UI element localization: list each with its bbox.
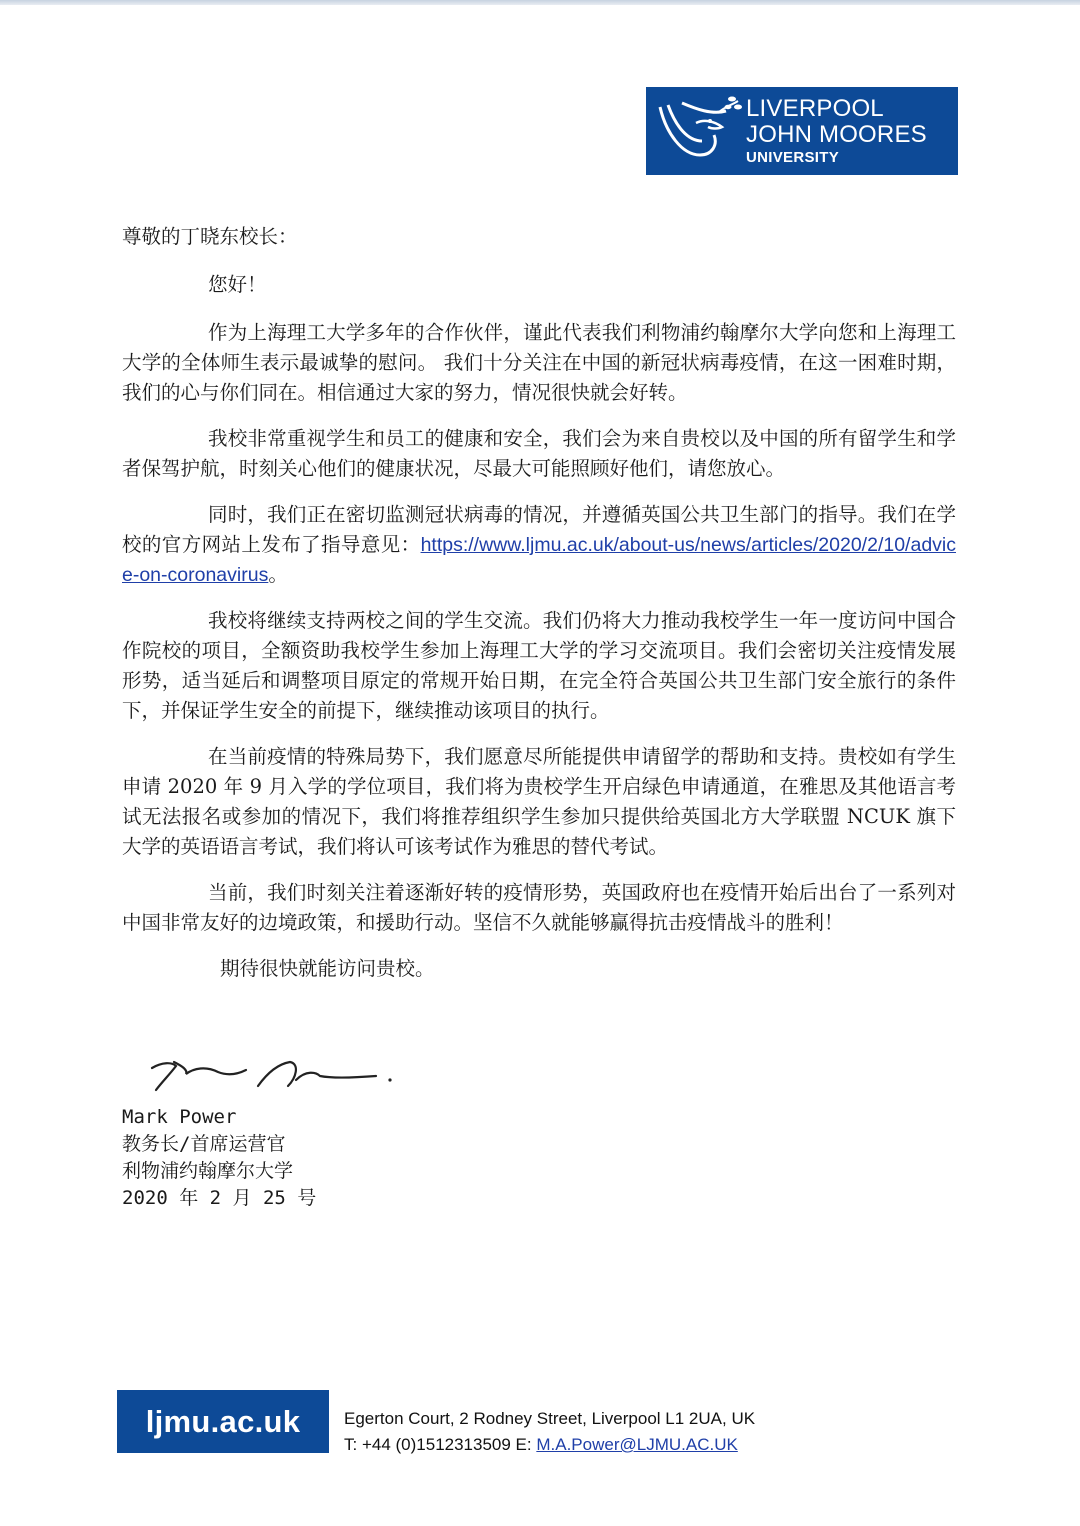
logo-text-university: UNIVERSITY [746, 149, 840, 166]
top-border [0, 0, 1080, 5]
paragraph-3-end: 。 [268, 563, 288, 586]
greeting: 您好！ [208, 273, 267, 296]
footer-website-badge[interactable]: ljmu.ac.uk [117, 1390, 329, 1453]
footer-contact-line [344, 1432, 755, 1458]
paragraph-5: 在当前疫情的特殊局势下，我们愿意尽所能提供申请留学的帮助和支持。贵校如有学生申请 2020 年 9 月入学的学位项目，我们将为贵校学生开启绿色申请通道，在雅思及其他语言考试无法报名或参加的情况下，我们将推荐组织学生参加只提供给英国北方大学联盟 NCUK 旗下大学的英语语言考试，我们将认可该考试作为雅思的替代考试。 [122, 745, 956, 858]
university-logo [646, 87, 958, 175]
salutation: 尊敬的丁晓东校长： [122, 225, 298, 248]
logo-text-liverpool: LIVERPOOL [746, 95, 884, 122]
paragraph-3 [122, 500, 956, 590]
signatory-organization: 利物浦约翰摩尔大学 [122, 1160, 294, 1182]
liver-bird-icon [652, 93, 744, 169]
paragraph-1: 作为上海理工大学多年的合作伙伴，谨此代表我们利物浦约翰摩尔大学向您和上海理工大学的全体师生表示最诚挚的慰问。 我们十分关注在中国的新冠状病毒疫情，在这一困难时期，我们的心与你们同在。相信通过大家的努力，情况很快就会好转。 [122, 321, 956, 404]
paragraph-4: 我校将继续支持两校之间的学生交流。我们仍将大力推动我校学生一年一度访问中国合作院校的项目，全额资助我校学生参加上海理工大学的学习交流项目。我们会密切关注疫情发展形势，适当延后和调整项目原定的常规开始日期，在完全符合英国公共卫生部门安全旅行的条件下，并保证学生安全的前提下，继续推动该项目的执行。 [122, 609, 956, 722]
footer-address-line: Egerton Court, 2 Rodney Street, Liverpool L1 2UA, UK [344, 1409, 756, 1428]
logo-text-john-moores: JOHN MOORES [746, 121, 927, 148]
closing-line: 期待很快就能访问贵校。 [220, 957, 435, 980]
signatory-name: Mark Power [122, 1106, 237, 1128]
paragraph-6: 当前，我们时刻关注着逐渐好转的疫情形势，英国政府也在疫情开始后出台了一系列对中国非常友好的边境政策，和援助行动。坚信不久就能够赢得抗击疫情战斗的胜利！ [122, 881, 956, 934]
signatory-title: 教务长/首席运营官 [122, 1133, 286, 1155]
letter-body [122, 222, 956, 984]
footer-email-link[interactable]: M.A.Power@LJMU.AC.UK [536, 1435, 738, 1454]
paragraph-3-text: 同时，我们正在密切监测冠状病毒的情况，并遵循英国公共卫生部门的指导。我们在学校的官方网站上发布了指导意见： [122, 503, 956, 556]
paragraph-2: 我校非常重视学生和员工的健康和安全，我们会为来自贵校以及中国的所有留学生和学者保驾护航，时刻关心他们的健康状况，尽最大可能照顾好他们，请您放心。 [122, 427, 956, 480]
footer-phone: T: +44 (0)1512313509 E: [344, 1435, 537, 1454]
coronavirus-advice-link[interactable]: https://www.ljmu.ac.uk/about-us/news/articles/2020/2/10/advice-on-coronavirus [122, 534, 956, 586]
handwritten-signature [150, 1052, 400, 1100]
letter-date: 2020 年 2 月 25 号 [122, 1187, 317, 1209]
signature-block [122, 1104, 316, 1212]
footer-contact [344, 1406, 755, 1458]
